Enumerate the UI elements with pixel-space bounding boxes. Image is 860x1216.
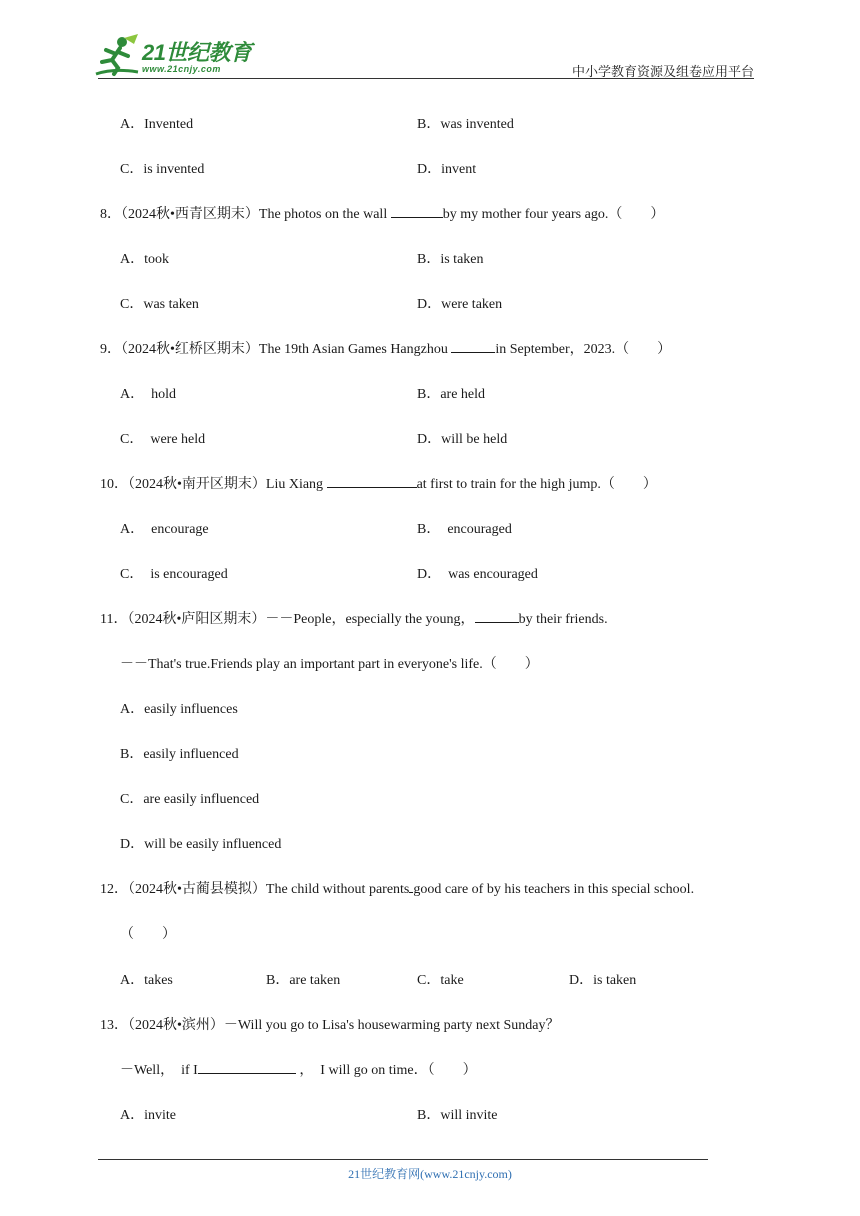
logo-text: 21世纪教育 [142, 40, 252, 65]
q9-blank [451, 340, 495, 353]
q13-stem: 13．（2024秋•滨州）－Will you go to Lisa's housewarming party next Sunday？ [100, 1018, 560, 1033]
q10-blank [327, 475, 417, 488]
q13-response-post: ， I will go on time．（ ） [299, 1063, 477, 1078]
q8-stem-post: by my mother four years ago.（ ） [442, 207, 665, 222]
q11-blank [475, 610, 519, 623]
q10-option-b: B． encouraged [417, 522, 512, 537]
q9-stem [100, 338, 671, 358]
q11-option-b: B．easily influenced [120, 747, 239, 762]
q7-option-c: C．is invented [120, 162, 205, 177]
q10-option-a: A． encourage [120, 522, 209, 537]
q11-response: －－That's true.Friends play an important part in everyone's life.（ ） [120, 657, 539, 672]
q12-answer-paren: （ ） [120, 927, 176, 942]
q8-stem-pre: 8．（2024秋•西青区期末）The photos on the wall [100, 207, 388, 222]
q11-stem-pre: 11．（2024秋•庐阳区期末）－－People，especially the young， [100, 612, 475, 627]
q12-option-a: A．takes [120, 973, 173, 988]
q11-option-c: C．are easily influenced [120, 792, 260, 807]
q11-stem [100, 608, 608, 628]
q8-option-b: B．is taken [417, 252, 484, 267]
q12-option-d: D．is taken [569, 973, 637, 988]
site-logo [94, 34, 264, 80]
q9-option-b: B．are held [417, 387, 486, 402]
q8-option-c: C．was taken [120, 297, 199, 312]
q9-stem-post: in September，2023.（ ） [495, 342, 672, 357]
q13-blank [198, 1061, 296, 1074]
q8-blank [391, 205, 443, 218]
q7-option-b: B．was invented [417, 117, 514, 132]
q13-option-b: B．will invite [417, 1108, 498, 1123]
header-platform-text: 中小学教育资源及组卷应用平台 [571, 64, 754, 79]
q13-option-a: A．invite [120, 1108, 176, 1123]
q12-stem [100, 878, 694, 898]
q9-option-c: C． were held [120, 432, 206, 447]
q12-stem-pre: 12．（2024秋•古蔺县模拟）The child without parents [100, 882, 410, 897]
q8-option-d: D．were taken [417, 297, 503, 312]
q9-option-d: D．will be held [417, 432, 508, 447]
footer-divider [98, 1159, 708, 1160]
q8-stem [100, 203, 664, 223]
runner-logo-icon [94, 34, 142, 78]
q8-option-a: A．took [120, 252, 169, 267]
q11-option-d: D．will be easily influenced [120, 837, 282, 852]
q12-stem-post: good care of by his teachers in this special school. [413, 882, 695, 897]
q13-response-pre: －Well， if I [120, 1063, 198, 1078]
q9-stem-pre: 9．（2024秋•红桥区期末）The 19th Asian Games Hangzhou [100, 342, 448, 357]
q7-option-d: D．invent [417, 162, 477, 177]
logo-url: www.21cnjy.com [142, 64, 221, 74]
q7-option-a: A．Invented [120, 117, 194, 132]
q10-option-d: D． was encouraged [417, 567, 538, 582]
q11-stem-post: by their friends. [518, 612, 608, 627]
q9-option-a: A． hold [120, 387, 176, 402]
q13-response [120, 1059, 477, 1079]
q10-stem-pre: 10．（2024秋•南开区期末）Liu Xiang [100, 477, 324, 492]
footer-site-link[interactable]: 21世纪教育网(www.21cnjy.com) [348, 1167, 512, 1181]
q10-stem-post: at first to train for the high jump.（ ） [416, 477, 657, 492]
q12-option-b: B．are taken [266, 973, 341, 988]
q12-option-c: C．take [417, 973, 464, 988]
header-divider [98, 78, 754, 79]
q10-stem [100, 473, 657, 493]
q11-option-a: A．easily influences [120, 702, 238, 717]
q10-option-c: C． is encouraged [120, 567, 228, 582]
